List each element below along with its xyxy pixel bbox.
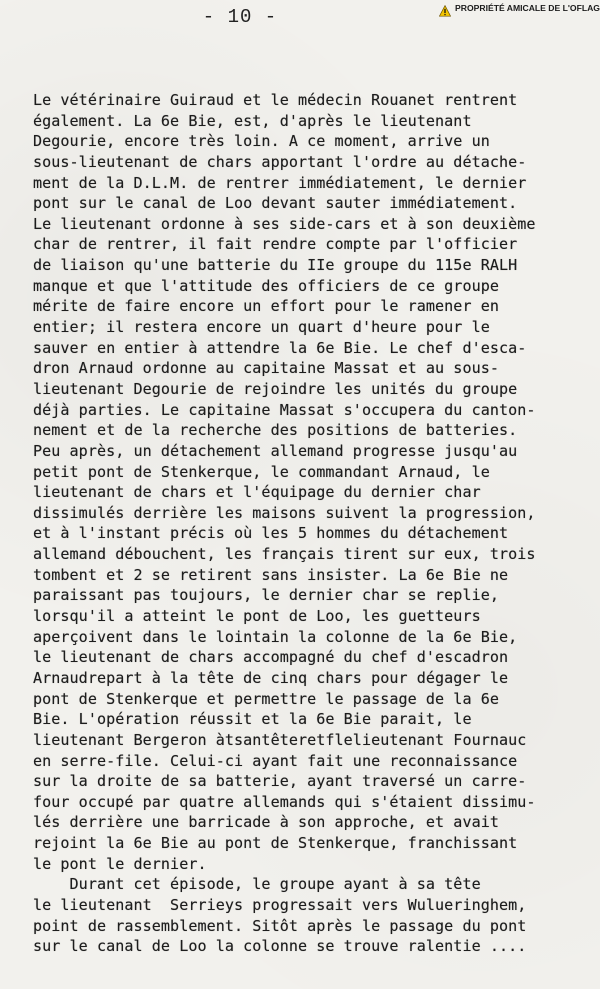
- body-text: [33, 90, 600, 957]
- text-line: sous-lieutenant de chars apportant l'ordre au détache-: [33, 152, 527, 171]
- text-line: Le lieutenant ordonne à ses side-cars et à son deuxième: [33, 214, 536, 233]
- text-line: manque et que l'attitude des officiers de ce groupe: [33, 276, 499, 295]
- text-line: point de rassemblement. Sitôt après le passage du pont: [33, 916, 527, 935]
- text-line: aperçoivent dans le lointain la colonne de la 6e Bie,: [33, 627, 518, 646]
- text-line: nement et de la recherche des positions de batteries.: [33, 421, 518, 440]
- text-line: petit pont de Stenkerque, le commandant Arnaud, le: [33, 462, 490, 481]
- text-line: tombent et 2 se retirent sans insister. La 6e Bie ne: [33, 565, 509, 584]
- text-line: Bie. L'opération réussit et la 6e Bie parait, le: [33, 710, 472, 729]
- text-line: Degourie, encore très loin. A ce moment, arrive un: [33, 132, 490, 151]
- text-line: lieutenant Degourie de rejoindre les unités du groupe: [33, 379, 518, 398]
- text-line: lieutenant Bergeron àtsantêteretflelieutenant Fournauc: [33, 730, 527, 749]
- text-line: Le vétérinaire Guiraud et le médecin Rouanet rentrent: [33, 91, 518, 109]
- text-line: lieutenant de chars et l'équipage du dernier char: [33, 483, 481, 502]
- text-line: lorsqu'il a atteint le pont de Loo, les guetteurs: [33, 607, 481, 626]
- text-line: ment de la D.L.M. de rentrer immédiatement, le dernier: [33, 173, 527, 192]
- text-line: mérite de faire encore un effort pour le ramener en: [33, 297, 499, 316]
- text-line: de liaison qu'une batterie du IIe groupe du 115e RALH: [33, 256, 518, 275]
- text-line: le lieutenant Serrieys progressait vers Wulueringhem,: [33, 895, 527, 914]
- text-line: en serre-file. Celui-ci ayant fait une reconnaissance: [33, 751, 518, 770]
- text-line: allemand débouchent, les français tirent sur eux, trois: [33, 545, 536, 564]
- text-line: pont de Stenkerque et permettre le passage de la 6e: [33, 689, 499, 708]
- watermark: [439, 1, 600, 14]
- text-line: lés derrière une barricade à son approche, et avait: [33, 813, 499, 832]
- text-line: paraissant pas toujours, le dernier char se replie,: [33, 586, 499, 605]
- page-number: - 10 -: [202, 6, 278, 28]
- text-line: et à l'instant précis où les 5 hommes du détachement: [33, 524, 509, 543]
- text-line: char de rentrer, il fait rendre compte par l'officier: [33, 235, 518, 254]
- text-line: dissimulés derrière les maisons suivent la progression,: [33, 503, 536, 522]
- warning-icon: [439, 2, 451, 14]
- text-line: sur la droite de sa batterie, ayant traversé un carre-: [33, 772, 527, 791]
- text-line: également. La 6e Bie, est, d'après le lieutenant: [33, 111, 472, 130]
- text-line: sur le canal de Loo la colonne se trouve ralentie ....: [33, 937, 527, 956]
- text-line: le pont le dernier.: [33, 854, 207, 873]
- text-line: sauver en entier à attendre la 6e Bie. Le chef d'esca-: [33, 338, 527, 357]
- text-line: dron Arnaud ordonne au capitaine Massat et au sous-: [33, 359, 499, 378]
- watermark-text: PROPRIÉTÉ AMICALE DE L'OFLAG: [455, 2, 600, 13]
- text-line: four occupé par quatre allemands qui s'étaient dissimu-: [33, 792, 536, 811]
- text-line: Arnaudrepart à la tête de cinq chars pour dégager le: [33, 668, 509, 687]
- text-line: pont sur le canal de Loo devant sauter immédiatement.: [33, 194, 518, 213]
- text-line: le lieutenant de chars accompagné du chef d'escadron: [33, 648, 509, 667]
- text-line: entier; il restera encore un quart d'heure pour le: [33, 318, 490, 337]
- text-line: Durant cet épisode, le groupe ayant à sa tête: [33, 875, 481, 894]
- text-line: rejoint la 6e Bie au pont de Stenkerque, franchissant: [33, 834, 518, 853]
- text-line: déjà parties. Le capitaine Massat s'occupera du canton-: [33, 400, 536, 419]
- text-line: Peu après, un détachement allemand progresse jusqu'au: [33, 441, 518, 460]
